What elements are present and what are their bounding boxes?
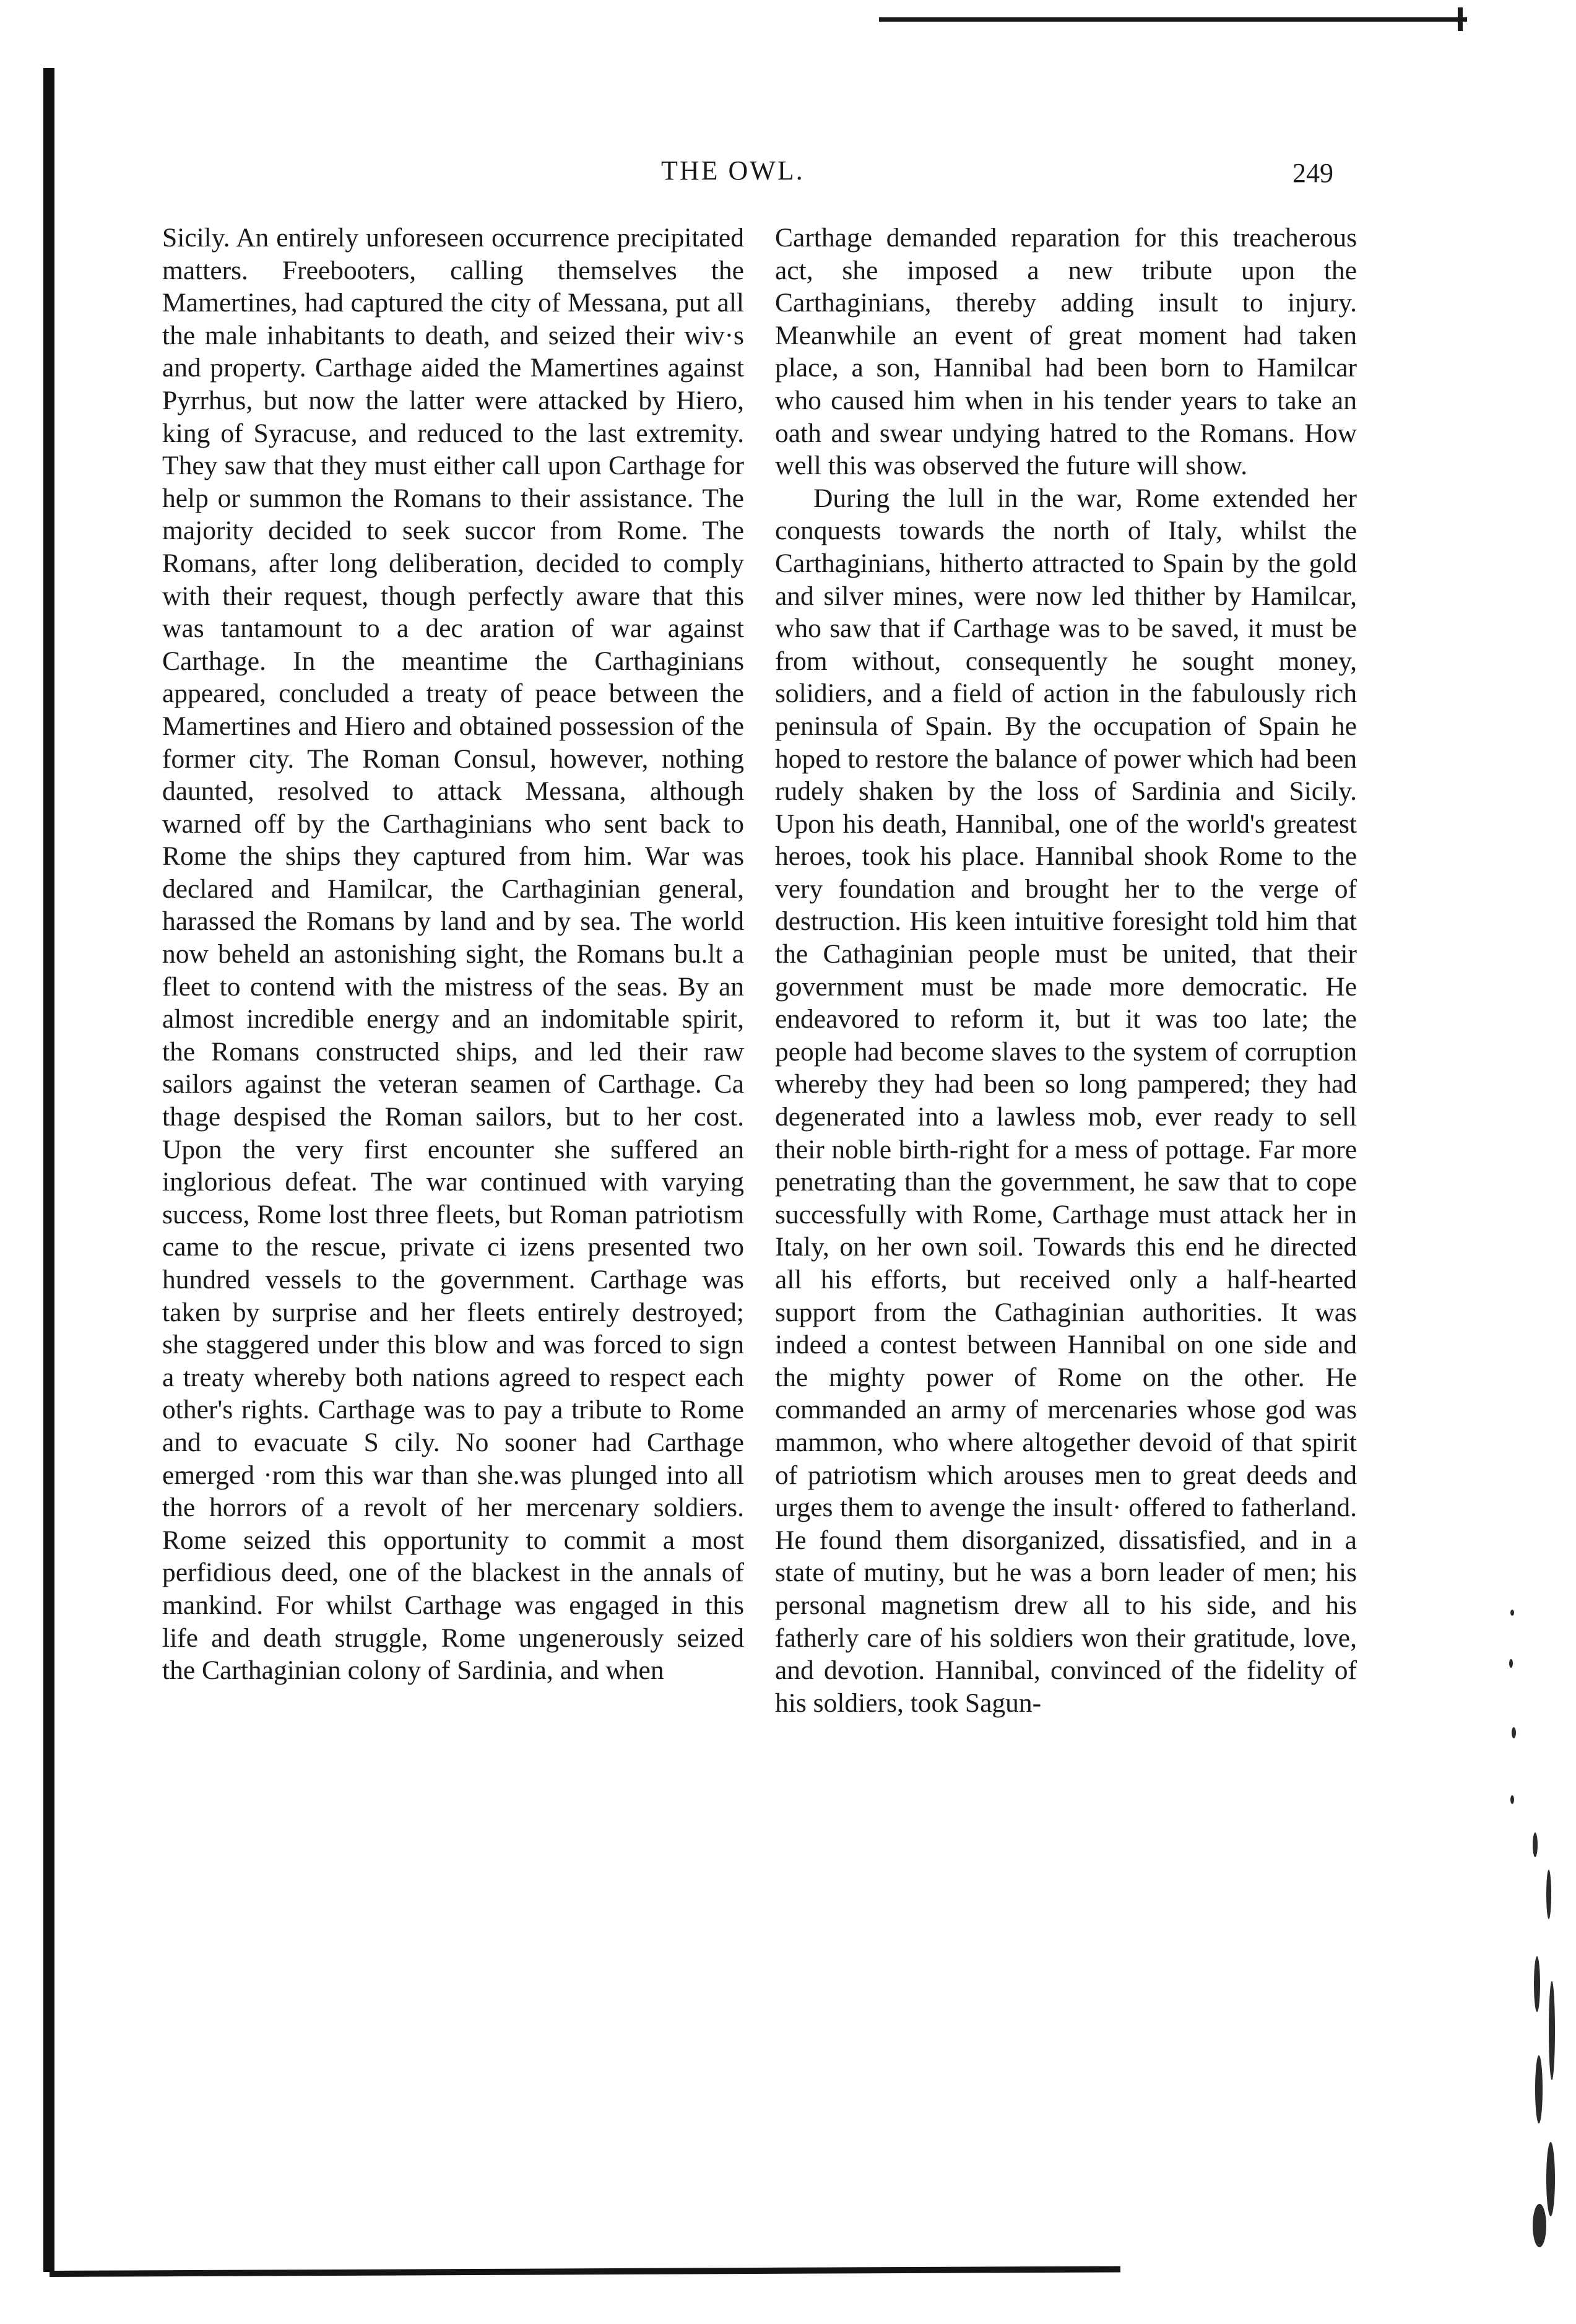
bottom-rule (50, 2266, 1120, 2277)
running-head (0, 155, 1576, 192)
paragraph: During the lull in the war, Rome extended her conquests towards the north of Italy, whilst the Carthaginians, hitherto attracted to Spain by the gold and silver mines, were now led thither by Hamilcar, who saw that if Carthage was to be saved, it must be from without, consequently he sought money, solidiers, and a field of action in the fabulously rich peninsula of Spain. By the occupation of Spain he hoped to restore the balance of power which had been rudely shaken by the loss of Sardinia and Sicily. Upon his death, Hannibal, one of the world's greatest heroes, took his place. Hannibal shook Rome to the very foundation and brought her to the verge of destruction. His keen intuitive foresight told him that the Cathaginian people must be united, that their government must be made more democratic. He endeavored to reform it, but it was too late; the people had become slaves to the system of corruption whereby they had been so long pampered; they had degenerated into a lawless mob, ever ready to sell their noble birth-right for a mess of pottage. Far more penetrating than the government, he saw that to cope successfully with Rome, Carthage must attack her in Italy, on her own soil. Towards this end he directed all his efforts, but received only a half-hearted support from the Cathaginian authorities. It was indeed a contest between Hannibal on one side and the mighty power of Rome on the other. He commanded an army of mercenaries whose god was mammon, who where altogether devoid of that spirit of patriotism which arouses men to great deeds and urges them to avenge the insult· offered to fatherland. He found them disorganized, dissatisfied, and in a state of mutiny, but he was a born leader of men; his personal magnetism drew all to his side, and his fatherly care of his soldiers won their gratitude, love, and devotion. Hannibal, convinced of the fidelity of his soldiers, took Sagun- (775, 483, 1357, 1718)
speck (1535, 2055, 1543, 2123)
speck (1509, 1659, 1513, 1668)
left-column (162, 222, 744, 1687)
top-rule-tick (1458, 7, 1463, 31)
top-rule (879, 17, 1467, 22)
page-number: 249 (1292, 158, 1333, 188)
paragraph: Sicily. An entirely unforeseen occurrence precipitated matters. Freebooters, calling themselves the Mamertines, had captured the city of Messana, put all the male inhabitants to death, and seized their wiv·s and property. Carthage aided the Mamertines against Pyrrhus, but now the latter were attacked by Hiero, king of Syracuse, and reduced to the last extremity. They saw that they must either call upon Carthage for help or summon the Romans to their assistance. The majority decided to seek succor from Rome. The Romans, after long deliberation, decided to comply with their request, though perfectly aware that this was tantamount to a dec aration of war against Carthage. In the meantime the Carthaginians appeared, concluded a treaty of peace between the Mamertines and Hiero and obtained possession of the former city. The Roman Consul, however, nothing daunted, resolved to attack Messana, although warned off by the Carthaginians who sent back to Rome the ships they captured from him. War was declared and Hamilcar, the Carthaginian general, harassed the Romans by land and by sea. The world now beheld an astonishing sight, the Romans bu.lt a fleet to contend with the mistress of the seas. By an almost incredible energy and an indomitable spirit, the Romans constructed ships, and led their raw sailors against the veteran seamen of Carthage. Ca thage despised the Roman sailors, but to her cost. Upon the very first encounter she suffered an inglorious defeat. The war continued with varying success, Rome lost three fleets, but Roman patriotism came to the rescue, private ci izens presented two hundred vessels to the government. Carthage was taken by surprise and her fleets entirely destroyed; she staggered under this blow and was forced to sign a treaty whereby both nations agreed to respect each other's rights. Carthage was to pay a tribute to Rome and to evacuate S cily. No sooner had Carthage emerged ·rom this war than she.was plunged into all the horrors of a revolt of her mercenary soldiers. Rome seized this opportunity to commit a most perfidious deed, one of the blackest in the annals of mankind. For whilst Carthage was engaged in this life and death struggle, Rome ungenerously seized the Carthaginian colony of Sardinia, and when (162, 223, 744, 1686)
speck (1512, 1727, 1516, 1738)
speck (1533, 1832, 1538, 1857)
right-column (775, 222, 1357, 1719)
speck (1546, 1870, 1551, 1919)
speck (1510, 1795, 1514, 1804)
binding-edge (43, 68, 54, 2272)
speck (1549, 1981, 1555, 2080)
speck (1534, 1956, 1540, 2012)
running-title: THE OWL. (661, 155, 805, 186)
paragraph: Carthage demanded reparation for this treacherous act, she imposed a new tribute upon the Carthaginians, thereby adding insult to injury. Meanwhile an event of great moment had taken place, a son, Hannibal had been born to Hamilcar who caused him when in his tender years to take an oath and swear undying hatred to the Romans. How well this was observed the future will show. (775, 223, 1357, 481)
speck (1510, 1610, 1514, 1616)
speck (1533, 2204, 1546, 2247)
speck (1546, 2142, 1555, 2216)
scan-specks (1473, 1610, 1560, 2278)
